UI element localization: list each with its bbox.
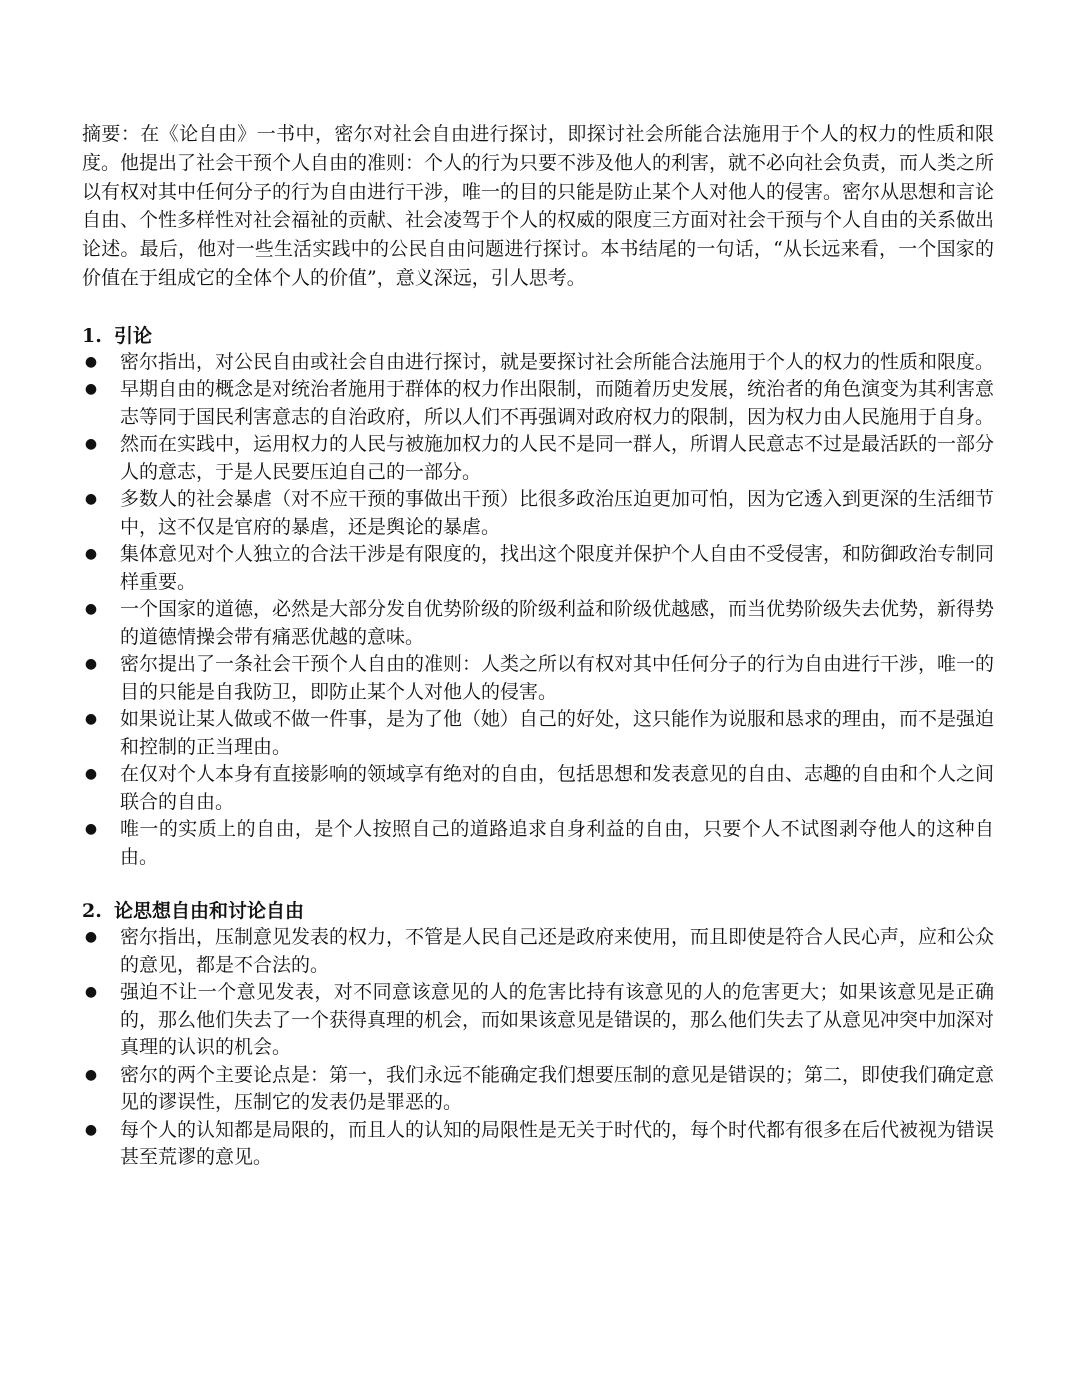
bullet-text: 唯一的实质上的自由，是个人按照自己的道路追求自身利益的自由，只要个人不试图剥夺他人的这种自由。	[120, 818, 994, 868]
section-number: 1.	[82, 324, 102, 347]
bullet-item	[82, 761, 994, 816]
bullet-item	[82, 816, 994, 871]
bullet-item	[82, 431, 994, 486]
bullet-dot-icon: ●	[84, 1121, 98, 1138]
bullet-item	[82, 349, 994, 377]
bullet-dot-icon: ●	[84, 984, 98, 1001]
bullet-item	[82, 1117, 994, 1172]
bullet-item	[82, 596, 994, 651]
bullet-text: 集体意见对个人独立的合法干涉是有限度的，找出这个限度并保护个人自由不受侵害，和防御政治专制同样重要。	[120, 543, 995, 593]
bullet-text: 密尔指出，压制意见发表的权力，不管是人民自己还是政府来使用，而且即使是符合人民心声，应和公众的意见，都是不合法的。	[120, 926, 995, 976]
bullet-dot-icon: ●	[84, 821, 98, 838]
bullet-text: 早期自由的概念是对统治者施用于群体的权力作出限制，而随着历史发展，统治者的角色演变为其利害意志等同于国民利害意志的自治政府，所以人们不再强调对政府权力的限制，因为权力由人民施用于自身。	[120, 378, 995, 428]
bullet-text: 多数人的社会暴虐（对不应干预的事做出干预）比很多政治压迫更加可怕，因为它透入到更深的生活细节中，这不仅是官府的暴虐，还是舆论的暴虐。	[120, 488, 995, 538]
bullet-item	[82, 979, 994, 1062]
bullet-dot-icon: ●	[84, 381, 98, 398]
section-heading	[82, 898, 994, 924]
bullet-text: 然而在实践中，运用权力的人民与被施加权力的人民不是同一群人，所谓人民意志不过是最活跃的一部分人的意志，于是人民要压迫自己的一部分。	[120, 433, 995, 483]
bullet-item	[82, 651, 994, 706]
bullet-dot-icon: ●	[84, 491, 98, 508]
sections-container	[82, 323, 994, 1172]
bullet-item	[82, 486, 994, 541]
bullet-text: 密尔指出，对公民自由或社会自由进行探讨，就是要探讨社会所能合法施用于个人的权力的性质和限度。	[120, 350, 995, 373]
section-2	[82, 898, 994, 1172]
bullet-dot-icon: ●	[84, 656, 98, 673]
bullet-list	[82, 349, 994, 872]
abstract-paragraph: 摘要：在《论自由》一书中，密尔对社会自由进行探讨，即探讨社会所能合法施用于个人的权力的性质和限度。他提出了社会干预个人自由的准则：个人的行为只要不涉及他人的利害，就不必向社会负责，而人类之所以有权对其中任何分子的行为自由进行干涉，唯一的目的只能是防止某个人对他人的侵害。密尔从思想和言论自由、个性多样性对社会福祉的贡献、社会凌驾于个人的权威的限度三方面对社会干预与个人自由的关系做出论述。最后，他对一些生活实践中的公民自由问题进行探讨。本书结尾的一句话，“从长远来看，一个国家的价值在于组成它的全体个人的价值”，意义深远，引人思考。	[82, 123, 995, 289]
bullet-text: 密尔的两个主要论点是：第一，我们永远不能确定我们想要压制的意见是错误的；第二，即使我们确定意见的谬误性，压制它的发表仍是罪恶的。	[120, 1063, 995, 1114]
bullet-dot-icon: ●	[84, 1066, 98, 1083]
bullet-text: 一个国家的道德，必然是大部分发自优势阶级的阶级利益和阶级优越感，而当优势阶级失去优势，新得势的道德情操会带有痛恶优越的意味。	[120, 598, 995, 648]
bullet-dot-icon: ●	[84, 546, 98, 563]
section-number: 2.	[82, 900, 102, 923]
section-1	[82, 323, 994, 872]
bullet-item	[82, 376, 994, 431]
document-page	[82, 120, 994, 1172]
bullet-text: 强迫不让一个意见发表，对不同意该意见的人的危害比持有该意见的人的危害更大；如果该意见是正确的，那么他们失去了一个获得真理的机会，而如果该意见是错误的，那么他们失去了从意见冲突中加深对真理的认识的机会。	[120, 981, 995, 1059]
bullet-dot-icon: ●	[84, 766, 98, 783]
section-title: 引论	[114, 324, 153, 347]
bullet-item	[82, 1062, 994, 1117]
bullet-item	[82, 541, 994, 596]
bullet-text: 密尔提出了一条社会干预个人自由的准则：人类之所以有权对其中任何分子的行为自由进行干涉，唯一的目的只能是自我防卫，即防止某个人对他人的侵害。	[120, 653, 995, 703]
section-heading	[82, 323, 994, 349]
bullet-item	[82, 924, 994, 979]
bullet-dot-icon: ●	[84, 711, 98, 728]
bullet-text: 在仅对个人本身有直接影响的领域享有绝对的自由，包括思想和发表意见的自由、志趣的自由和个人之间联合的自由。	[120, 763, 995, 813]
section-title: 论思想自由和讨论自由	[114, 900, 305, 923]
bullet-item	[82, 706, 994, 761]
bullet-text: 每个人的认知都是局限的，而且人的认知的局限性是无关于时代的，每个时代都有很多在后代被视为错误甚至荒谬的意见。	[120, 1118, 995, 1169]
bullet-dot-icon: ●	[84, 601, 98, 618]
bullet-dot-icon: ●	[84, 436, 98, 453]
bullet-dot-icon: ●	[84, 353, 98, 370]
bullet-text: 如果说让某人做或不做一件事，是为了他（她）自己的好处，这只能作为说服和恳求的理由，而不是强迫和控制的正当理由。	[120, 708, 995, 758]
bullet-list	[82, 924, 994, 1172]
bullet-dot-icon: ●	[84, 929, 98, 946]
